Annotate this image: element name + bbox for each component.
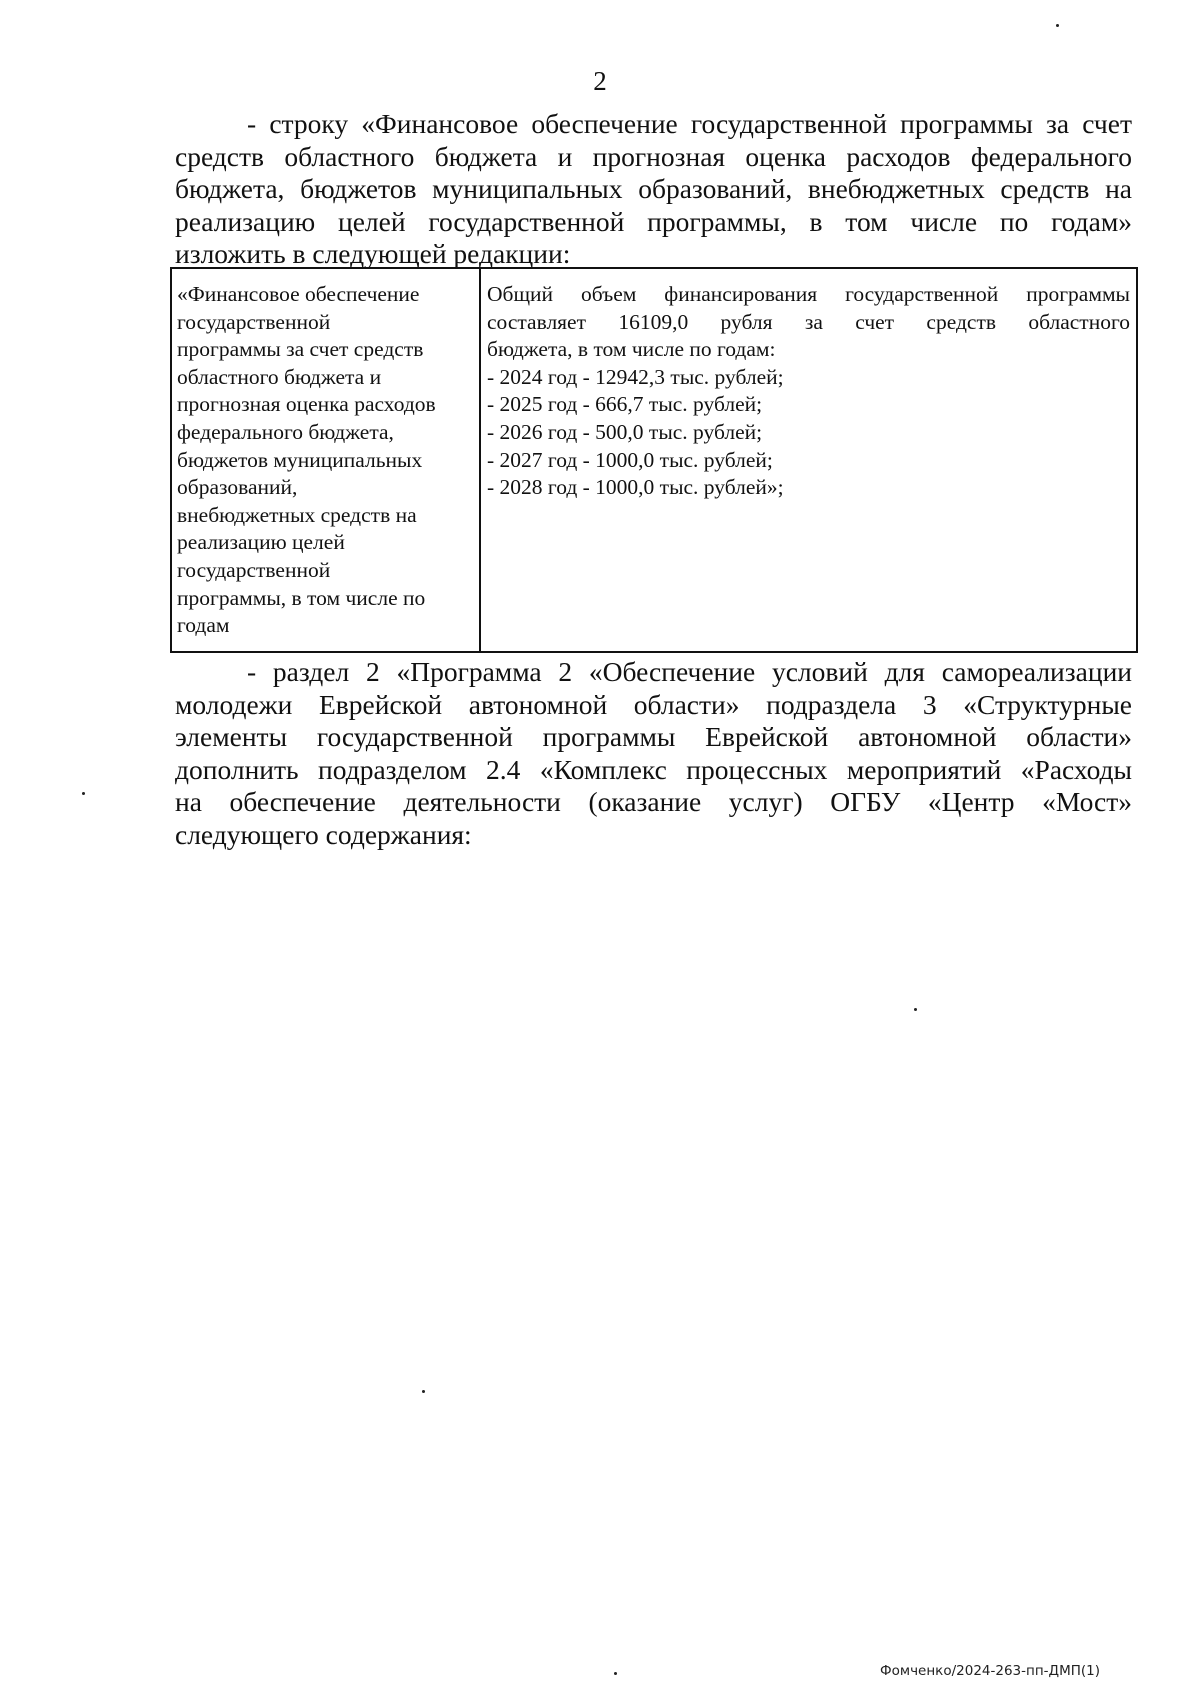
paragraph-add-subsection [175, 656, 1132, 851]
scan-speck [422, 1390, 425, 1393]
cell-line: государственной [177, 309, 331, 334]
cell-line: государственной [177, 557, 331, 582]
cell-line: федерального бюджета, [177, 419, 394, 444]
paragraph-line: - строку «Финансовое обеспечение государственной программы за счет [247, 108, 1132, 139]
scan-speck [82, 792, 85, 795]
paragraph-line: элементы государственной программы Еврейской автономной области» [175, 721, 1132, 752]
document-registration-code: Фомченко/2024-263-пп-ДМП(1) [880, 1663, 1100, 1679]
page-number: 2 [593, 66, 607, 96]
paragraph-line: молодежи Еврейской автономной области» подраздела 3 «Структурные [175, 688, 1132, 720]
financing-table [170, 267, 1138, 653]
paragraph-line: дополнить подразделом 2.4 «Комплекс процессных мероприятий «Расходы [175, 753, 1132, 785]
cell-line: - 2026 год - 500,0 тыс. рублей; [487, 419, 763, 444]
cell-line: областного бюджета и [177, 364, 382, 389]
paragraph-line: средств областного бюджета и прогнозная оценка расходов федерального [175, 140, 1132, 172]
paragraph-line: следующего содержания: [175, 818, 472, 850]
table-cell-value [481, 269, 1136, 651]
cell-line: - 2025 год - 666,7 тыс. рублей; [487, 392, 763, 417]
paragraph-line: - раздел 2 «Программа 2 «Обеспечение условий для самореализации [247, 656, 1132, 687]
paragraph-line: бюджета, бюджетов муниципальных образований, внебюджетных средств на [175, 173, 1132, 204]
cell-line: образований, [177, 475, 298, 500]
cell-line: Общий объем финансирования государственной программы [487, 282, 1130, 306]
cell-line: программы за счет средств [177, 337, 424, 362]
cell-line: «Финансовое обеспечение [177, 282, 420, 306]
cell-line: - 2028 год - 1000,0 тыс. рублей»; [487, 475, 784, 500]
table-cell-label [172, 269, 481, 651]
cell-line: прогнозная оценка расходов [177, 392, 436, 417]
cell-line: реализацию целей [177, 530, 345, 555]
cell-line: - 2024 год - 12942,3 тыс. рублей; [487, 364, 784, 389]
cell-line: бюджетов муниципальных [177, 447, 423, 472]
cell-line: составляет 16109,0 рубля за счет средств областного [487, 309, 1130, 334]
cell-line: программы, в том числе по [177, 585, 426, 610]
cell-line: бюджета, в том числе по годам: [487, 337, 776, 362]
cell-line: внебюджетных средств на [177, 502, 417, 527]
scan-speck [1056, 24, 1059, 27]
paragraph-amend-row [175, 108, 1132, 271]
cell-line: - 2027 год - 1000,0 тыс. рублей; [487, 447, 773, 472]
paragraph-line: изложить в следующей редакции: [175, 238, 571, 269]
cell-line: годам [177, 613, 230, 638]
scan-speck [614, 1672, 617, 1675]
paragraph-line: на обеспечение деятельности (оказание услуг) ОГБУ «Центр «Мост» [175, 786, 1132, 817]
scan-speck [914, 1008, 917, 1011]
paragraph-line: реализацию целей государственной программы, в том числе по годам» [175, 205, 1132, 237]
